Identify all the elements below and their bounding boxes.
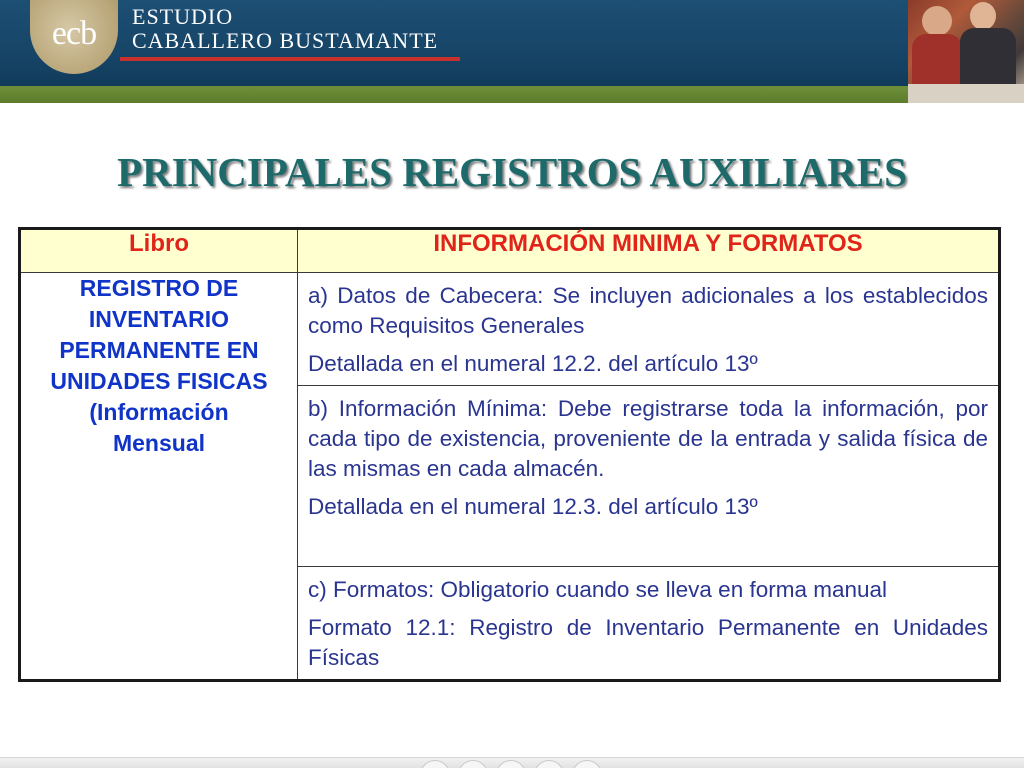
info-text: b) Información Mínima: Debe registrarse toda la información, por cada tipo de existencia, proveniente de la entrada y salida física de las mismas en cada almacén. xyxy=(308,396,988,481)
ecb-logo xyxy=(30,0,118,74)
libro-line: REGISTRO DE xyxy=(79,275,239,301)
slide-title: PRINCIPALES REGISTROS AUXILIARES xyxy=(117,149,907,195)
table-row xyxy=(20,273,1000,386)
brand-line-2: CABALLERO BUSTAMANTE xyxy=(132,28,439,53)
info-detail: Formato 12.1: Registro de Inventario Permanente en Unidades Físicas xyxy=(308,615,988,670)
photo-person-head xyxy=(970,2,996,30)
libro-line: (Información xyxy=(89,399,229,425)
header-banner xyxy=(0,0,1024,103)
logo-text: ecb xyxy=(51,15,97,52)
info-cell-a xyxy=(298,273,1000,386)
libro-cell xyxy=(20,273,298,681)
photo-desk xyxy=(908,84,1024,103)
header-info: INFORMACIÓN MINIMA Y FORMATOS xyxy=(298,229,1000,273)
registers-table xyxy=(18,227,1001,682)
info-detail: Detallada en el numeral 12.2. del artículo 13º xyxy=(308,351,758,376)
info-cell-c xyxy=(298,567,1000,681)
photo-person-head xyxy=(922,6,952,36)
table-header-row xyxy=(20,229,1000,273)
info-cell-b xyxy=(298,386,1000,567)
header-photo xyxy=(908,0,1024,103)
libro-line: PERMANENTE EN xyxy=(59,337,259,363)
libro-line: Mensual xyxy=(112,430,206,456)
info-text: a) Datos de Cabecera: Se incluyen adicionales a los establecidos como Requisitos Generales xyxy=(308,283,988,338)
header-green-band xyxy=(0,86,1024,103)
info-detail: Detallada en el numeral 12.3. del artículo 13º xyxy=(308,494,758,519)
libro-line: UNIDADES FISICAS xyxy=(50,368,268,394)
libro-line: INVENTARIO xyxy=(88,306,230,332)
header-libro: Libro xyxy=(20,229,298,273)
brand-underline xyxy=(120,57,460,61)
info-text: c) Formatos: Obligatorio cuando se lleva en forma manual xyxy=(308,577,888,602)
brand-line-1: ESTUDIO xyxy=(132,4,234,29)
